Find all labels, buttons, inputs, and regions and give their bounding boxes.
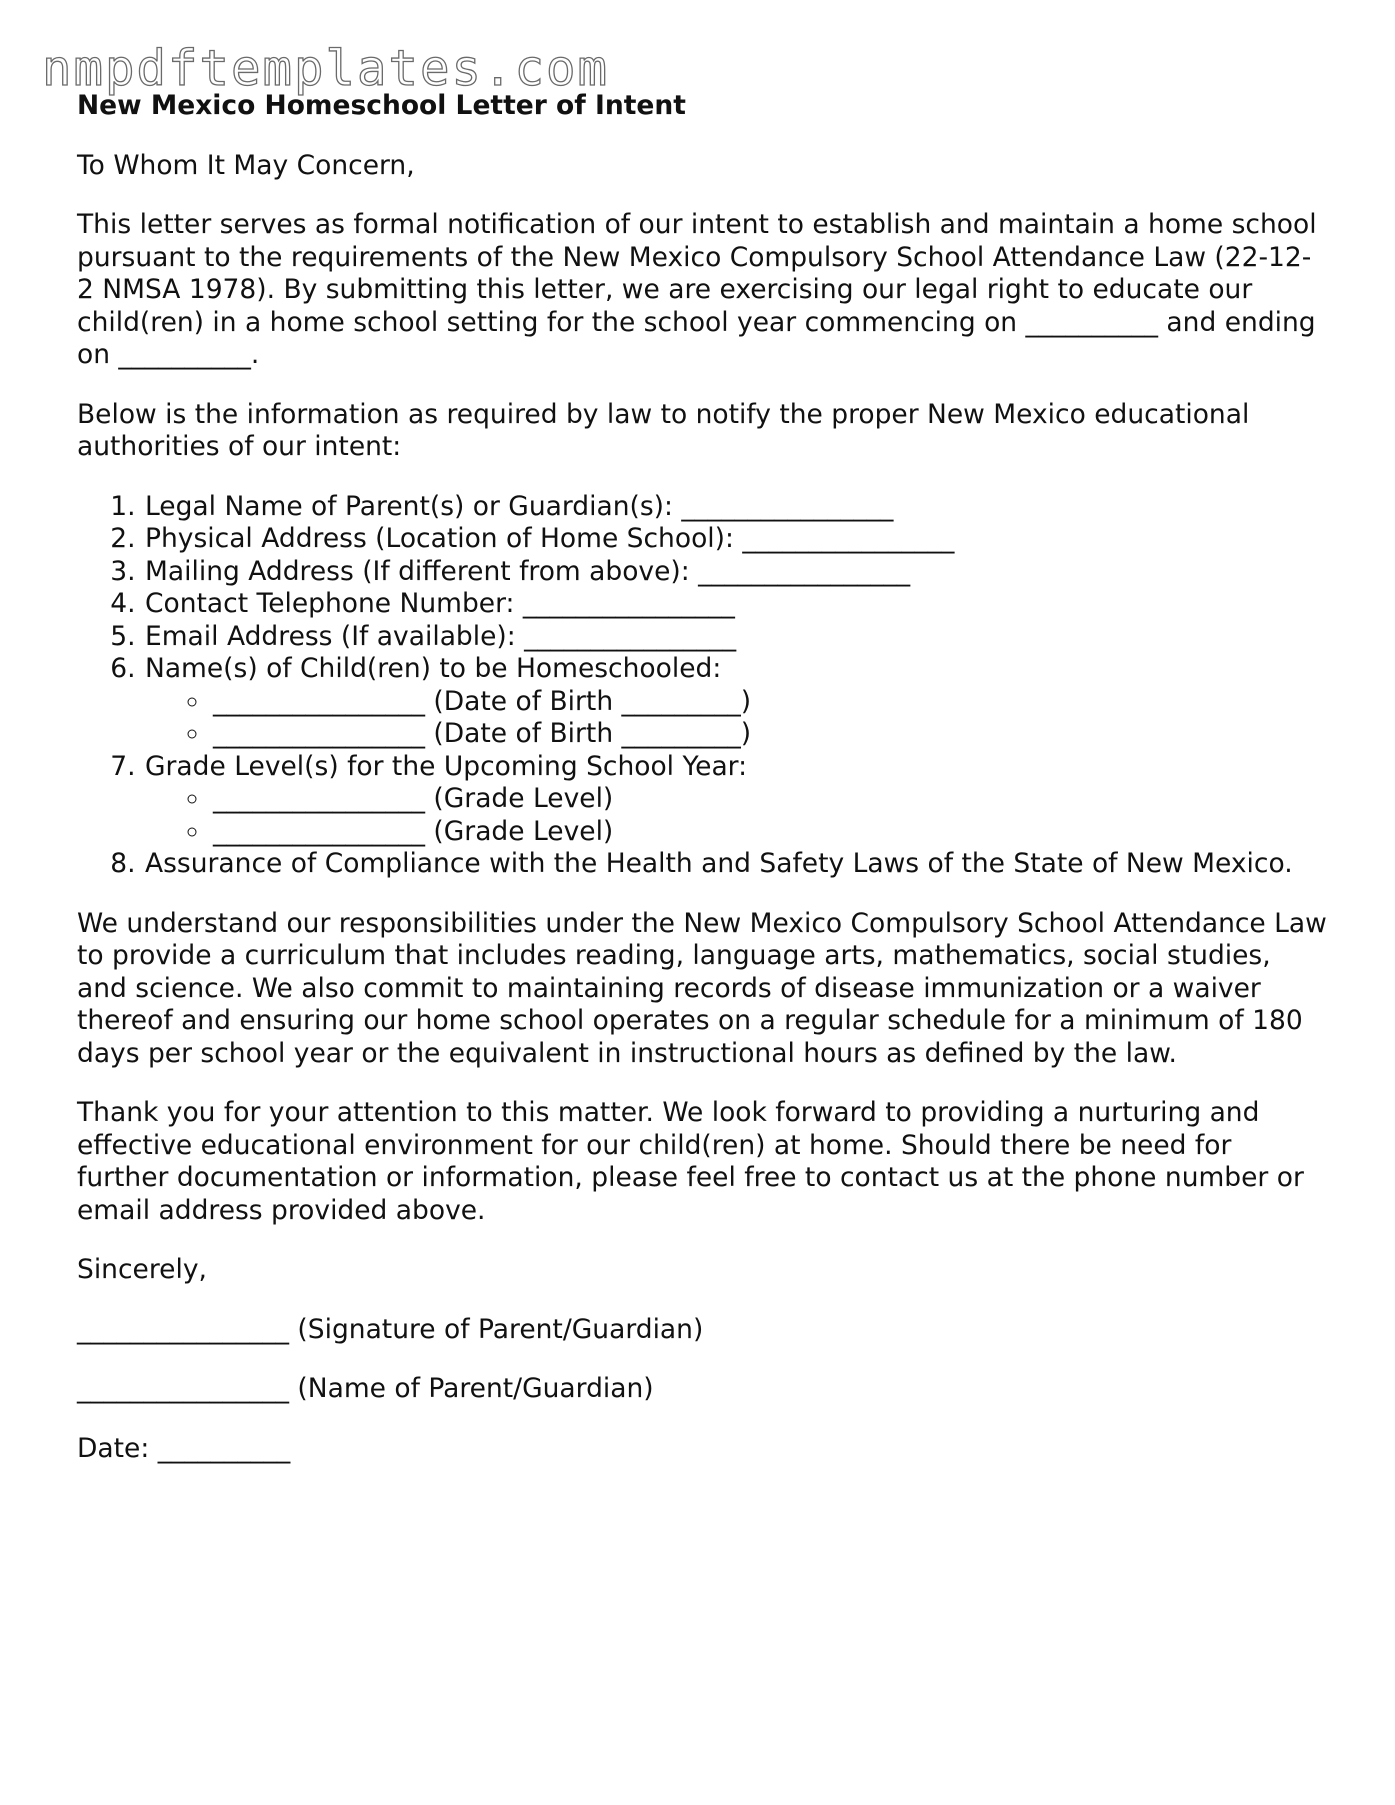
date-line: Date: __________ — [77, 1432, 291, 1464]
list-item-legal-name — [144, 491, 1327, 524]
sublist-item: ◦ ________________ (Grade Level) — [211, 816, 1327, 849]
list-item-email — [144, 621, 1327, 654]
intro-paragraph: This letter serves as formal notification of our intent to establish and maintain a home school pursuant to the requirements of the New Mexico Compulsory School Attendance Law (22-12-2 NMSA 1978). By submitting this letter, we are exercising our legal right to educate our child(ren) in a home school setting for the school year commencing on __________ and ending on __________. — [77, 209, 1317, 370]
grade-sublist — [145, 783, 1327, 848]
list-item-text: Contact Telephone Number: ________________ — [145, 588, 735, 619]
list-item-text: Physical Address (Location of Home School): ________________ — [145, 523, 955, 554]
document-title: New Mexico Homeschool Letter of Intent — [77, 90, 686, 121]
watermark: nmpdftemplates.com — [42, 40, 610, 97]
list-item-text: Grade Level(s) for the Upcoming School Year: — [145, 750, 748, 782]
list-item-text: Email Address (If available): ________________ — [145, 620, 737, 652]
list-item-text: Mailing Address (If different from above): ________________ — [145, 555, 911, 587]
children-sublist — [145, 686, 1327, 751]
sublist-item: ◦ ________________ (Date of Birth _________) — [211, 686, 1327, 719]
list-item-physical-address — [144, 523, 1327, 556]
list-item-telephone — [144, 588, 1327, 621]
list-item-text: Legal Name of Parent(s) or Guardian(s): ________________ — [145, 490, 894, 522]
info-paragraph: Below is the information as required by law to notify the proper New Mexico educational authorities of our intent: — [77, 398, 1250, 462]
required-info-list — [77, 491, 1327, 881]
name-line: ________________ (Name of Parent/Guardian) — [77, 1373, 654, 1404]
list-item-text: Name(s) of Child(ren) to be Homeschooled: — [145, 653, 722, 684]
signature-line: ________________ (Signature of Parent/Guardian) — [77, 1313, 704, 1345]
letter-document — [77, 90, 1327, 1492]
thanks-paragraph: Thank you for your attention to this matter. We look forward to providing a nurturing and effective educational environment for our child(ren) at home. Should there be need for further documentation or information, please feel free to contact us at the phone number or email address provided above. — [77, 1097, 1304, 1226]
list-item-grade-levels — [144, 751, 1327, 849]
list-item-text: Assurance of Compliance with the Health and Safety Laws of the State of New Mexico. — [145, 848, 1293, 879]
salutation: To Whom It May Concern, — [77, 149, 415, 181]
list-item-mailing-address — [144, 556, 1327, 589]
sublist-item: ◦ ________________ (Date of Birth _________) — [211, 718, 1327, 751]
list-item-children-names — [144, 653, 1327, 751]
list-item-assurance — [144, 848, 1327, 881]
sublist-item: ◦ ________________ (Grade Level) — [211, 783, 1327, 816]
responsibilities-paragraph: We understand our responsibilities under the New Mexico Compulsory School Attendance Law to provide a curriculum that includes reading, language arts, mathematics, social studies, and science. We also commit to maintaining records of disease immunization or a waiver thereof and ensuring our home school operates on a regular schedule for a minimum of 180 days per school year or the equivalent in instructional hours as defined by the law. — [77, 907, 1327, 1069]
closing: Sincerely, — [77, 1254, 207, 1285]
